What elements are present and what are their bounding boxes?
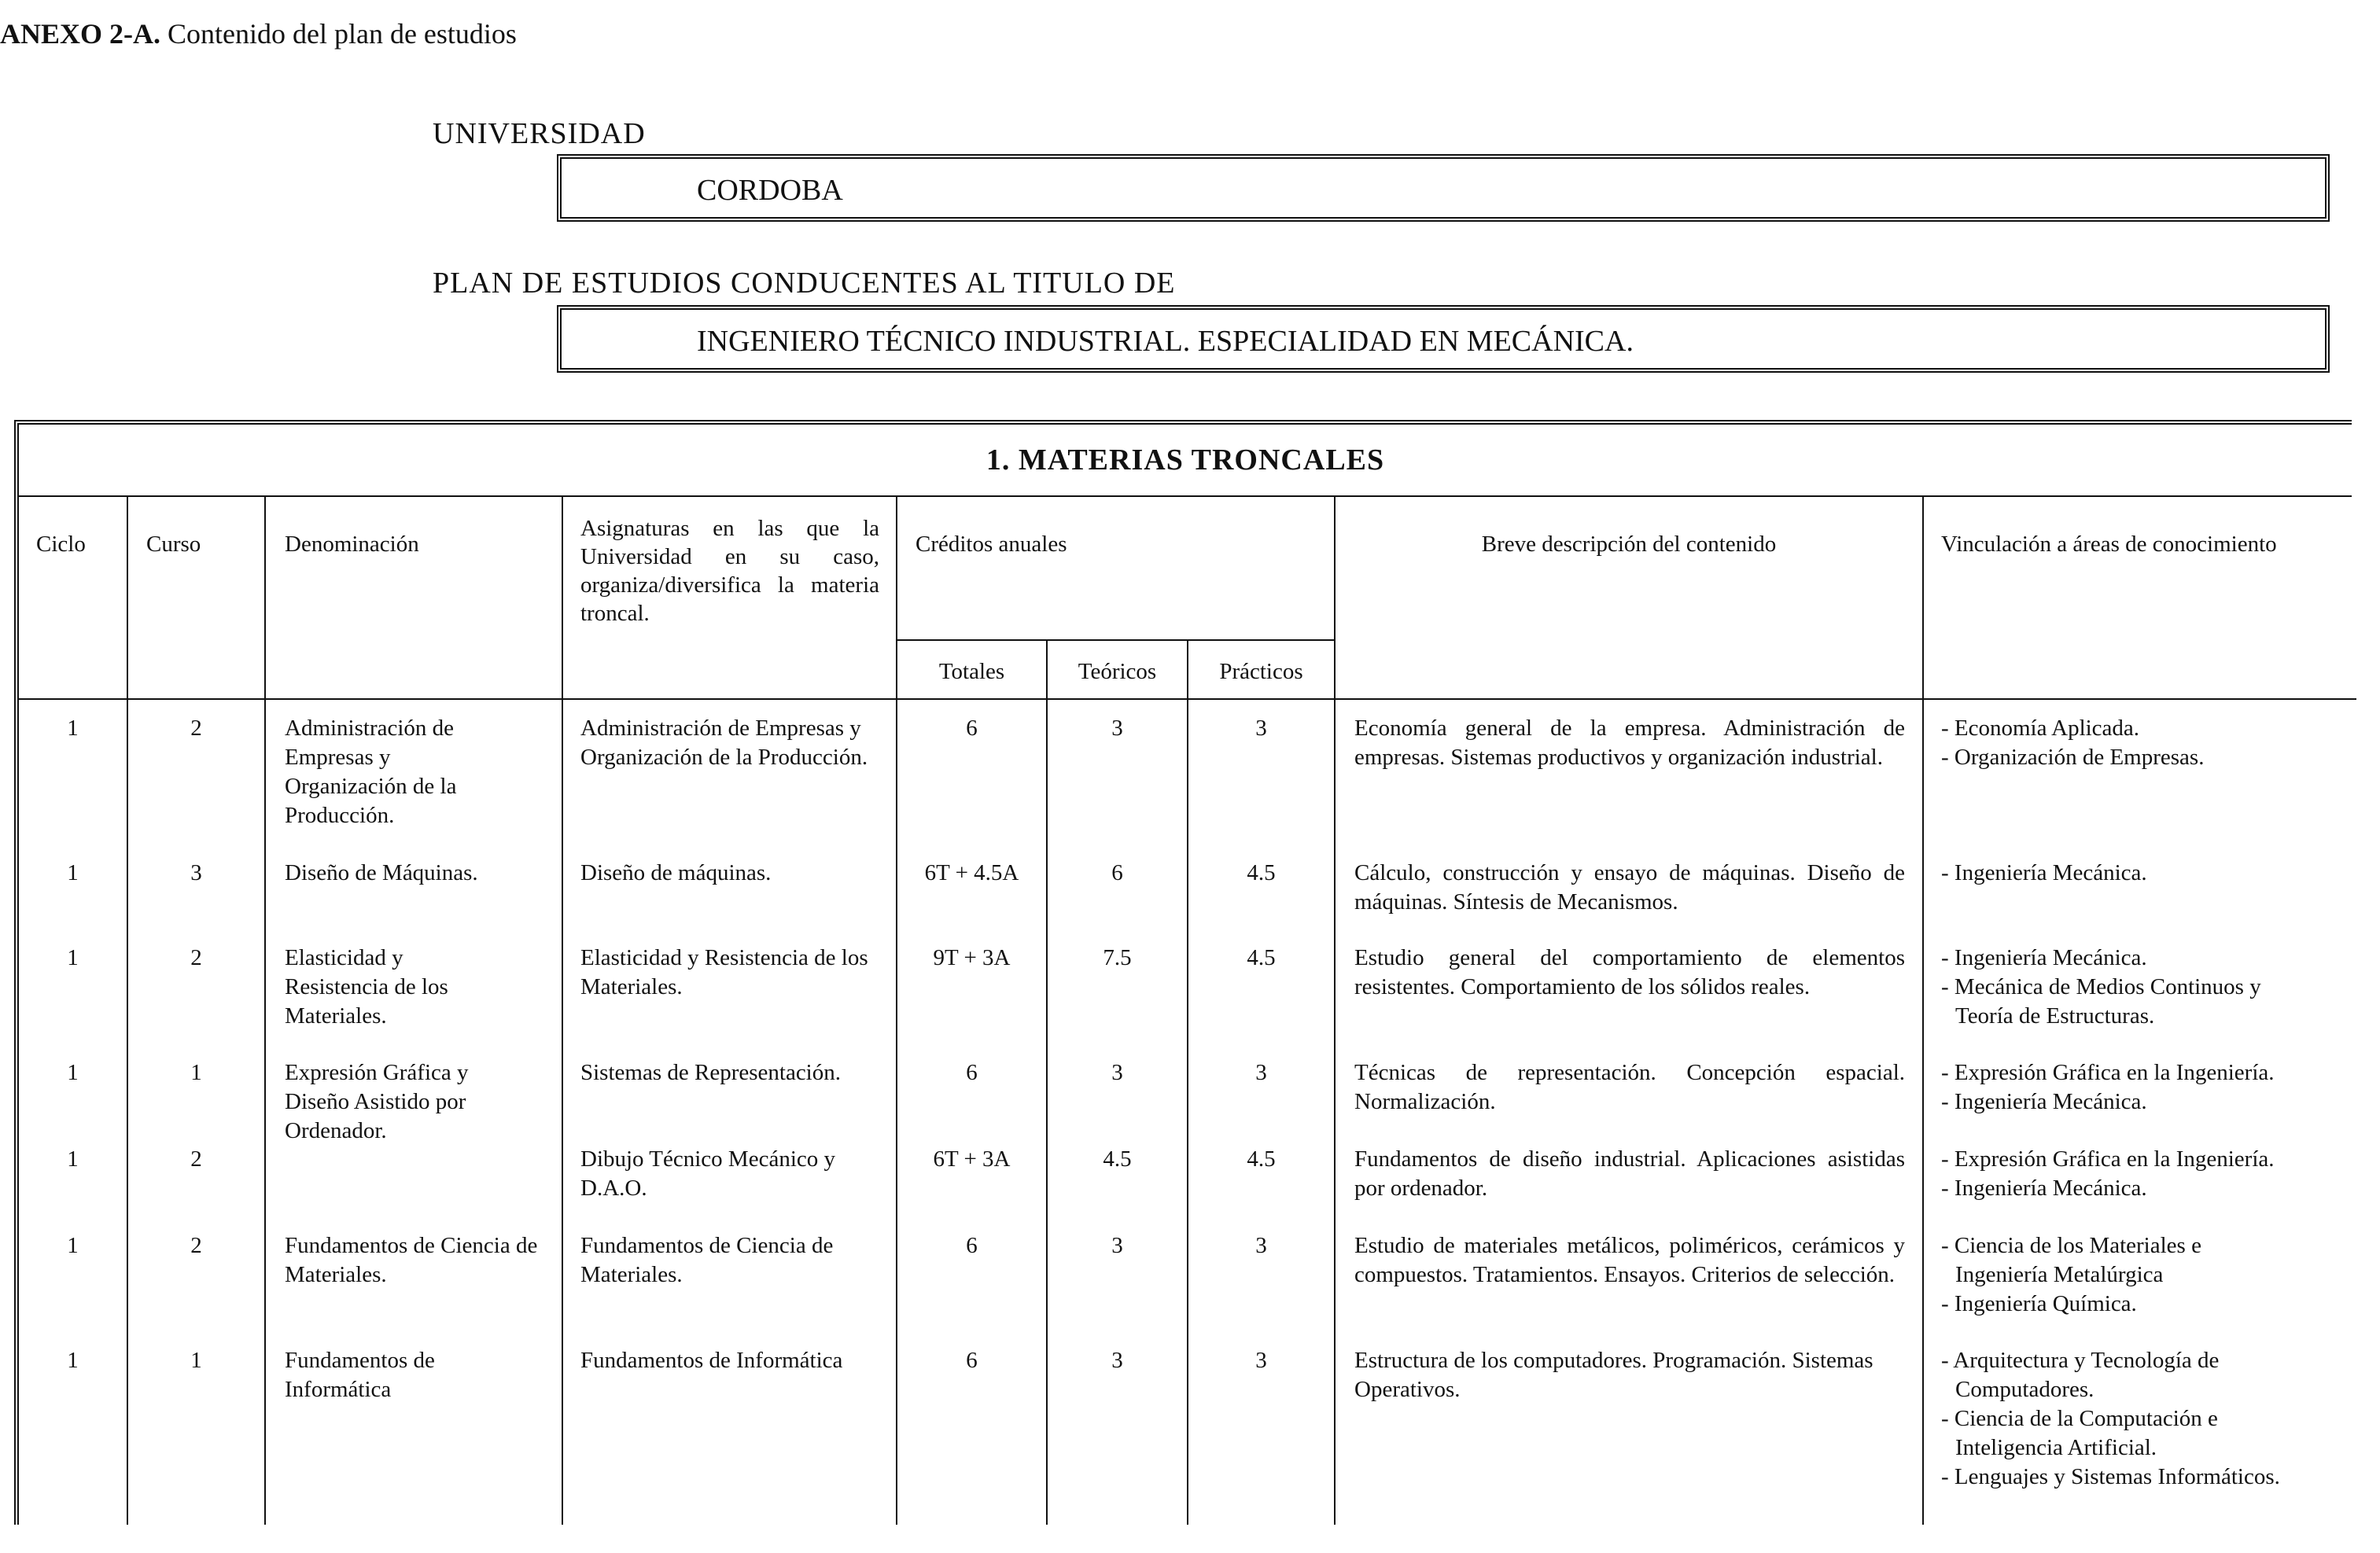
cell-teoricos: 4.5 — [1103, 1146, 1132, 1172]
cell-denominacion: Elasticidad y Resistencia de los Materiales. — [285, 945, 448, 1029]
cell-descripcion: Cálculo, construcción y ensayo de máquinas. Diseño de máquinas. Síntesis de Mecanismos. — [1354, 860, 1905, 915]
area-item: - Expresión Gráfica en la Ingeniería. — [1941, 1146, 2275, 1172]
cell-descripcion: Fundamentos de diseño industrial. Aplicaciones asistidas por ordenador. — [1354, 1146, 1905, 1201]
cell-asignatura: Fundamentos de Informática — [580, 1348, 843, 1373]
header-creditos: Créditos anuales — [916, 532, 1067, 557]
university-value: CORDOBA — [697, 174, 843, 207]
cell-descripcion: Economía general de la empresa. Administración de empresas. Sistemas productivos y organización industrial. — [1354, 716, 1905, 770]
cell-teoricos: 6 — [1111, 860, 1123, 885]
cell-vinculacion — [1941, 1145, 2275, 1203]
cell-vinculacion — [1941, 1231, 2201, 1319]
cell-descripcion: Técnicas de representación. Concepción espacial. Normalización. — [1354, 1060, 1905, 1114]
cell-descripcion: Estructura de los computadores. Programación. Sistemas Operativos. — [1354, 1348, 1873, 1402]
cell-practicos: 3 — [1255, 716, 1267, 741]
area-item: - Organización de Empresas. — [1941, 745, 2205, 770]
area-item: - Ingeniería Mecánica. — [1941, 1176, 2147, 1201]
degree-value: INGENIERO TÉCNICO INDUSTRIAL. ESPECIALIDAD EN MECÁNICA. — [697, 325, 1634, 358]
cell-ciclo: 1 — [67, 1146, 79, 1172]
cell-totales: 9T + 3A — [933, 945, 1011, 970]
cell-curso: 2 — [190, 945, 202, 970]
area-item: Computadores. — [1955, 1377, 2094, 1402]
cell-vinculacion — [1941, 859, 2147, 888]
cell-totales: 6T + 3A — [933, 1146, 1011, 1172]
area-item: - Ciencia de los Materiales e — [1941, 1233, 2201, 1258]
degree-label: PLAN DE ESTUDIOS CONDUCENTES AL TITULO DE — [433, 267, 1176, 300]
area-item: Teoría de Estructuras. — [1955, 1003, 2155, 1029]
area-item: Inteligencia Artificial. — [1955, 1435, 2157, 1460]
cell-ciclo: 1 — [67, 716, 79, 741]
header-practicos: Prácticos — [1219, 659, 1303, 684]
cell-denominacion: Fundamentos de Informática — [285, 1348, 435, 1402]
cell-curso: 1 — [190, 1060, 202, 1085]
cell-totales: 6 — [966, 716, 978, 741]
area-item: - Ciencia de la Computación e — [1941, 1406, 2218, 1431]
cell-curso: 2 — [190, 1233, 202, 1258]
annex-heading — [0, 17, 517, 50]
cell-curso: 2 — [190, 1146, 202, 1172]
col-divider — [1922, 495, 1924, 1525]
cell-curso: 2 — [190, 716, 202, 741]
cell-practicos: 4.5 — [1247, 945, 1276, 970]
header-bottom-divider — [19, 698, 2356, 700]
cell-totales: 6 — [966, 1348, 978, 1373]
cell-asignatura: Administración de Empresas y Organización de la Producción. — [580, 716, 868, 770]
cell-asignatura: Sistemas de Representación. — [580, 1060, 841, 1085]
table-title: 1. MATERIAS TRONCALES — [19, 425, 2352, 497]
header-asignaturas: Asignaturas en las que la Universidad en su caso, organiza/diversifica la materia troncal. — [580, 516, 879, 626]
materias-table — [14, 420, 2352, 1525]
area-item: - Ingeniería Química. — [1941, 1291, 2137, 1316]
area-item: - Mecánica de Medios Continuos y — [1941, 974, 2261, 999]
cell-vinculacion — [1941, 944, 2261, 1031]
annex-label: ANEXO 2-A. — [0, 18, 160, 50]
area-item: - Lenguajes y Sistemas Informáticos. — [1941, 1464, 2280, 1489]
col-divider — [562, 495, 563, 1525]
cell-ciclo: 1 — [67, 1348, 79, 1373]
area-item: - Arquitectura y Tecnología de — [1941, 1348, 2220, 1373]
cell-asignatura: Elasticidad y Resistencia de los Materiales. — [580, 945, 868, 999]
cell-totales: 6 — [966, 1233, 978, 1258]
area-item: - Ingeniería Mecánica. — [1941, 945, 2147, 970]
header-totales: Totales — [938, 659, 1005, 684]
subheader-divider — [896, 639, 1336, 641]
cell-denominacion: Administración de Empresas y Organización de la Producción. — [285, 716, 457, 828]
cell-curso: 3 — [190, 860, 202, 885]
header-denominacion: Denominación — [285, 532, 419, 557]
cell-descripcion: Estudio general del comportamiento de elementos resistentes. Comportamiento de los sólidos reales. — [1354, 945, 1905, 999]
header-descripcion: Breve descripción del contenido — [1481, 532, 1777, 557]
col-divider — [1334, 495, 1336, 1525]
area-item: - Expresión Gráfica en la Ingeniería. — [1941, 1060, 2275, 1085]
cell-ciclo: 1 — [67, 860, 79, 885]
cell-ciclo: 1 — [67, 1233, 79, 1258]
cell-practicos: 4.5 — [1247, 860, 1276, 885]
cell-curso: 1 — [190, 1348, 202, 1373]
cell-practicos: 3 — [1255, 1348, 1267, 1373]
cell-teoricos: 7.5 — [1103, 945, 1132, 970]
university-box — [557, 154, 2330, 222]
cell-teoricos: 3 — [1111, 1233, 1123, 1258]
header-curso: Curso — [146, 532, 201, 557]
area-item: - Ingeniería Mecánica. — [1941, 860, 2147, 885]
cell-teoricos: 3 — [1111, 1348, 1123, 1373]
cell-denominacion: Diseño de Máquinas. — [285, 860, 478, 885]
cell-ciclo: 1 — [67, 945, 79, 970]
cell-asignatura: Diseño de máquinas. — [580, 860, 772, 885]
area-item: - Economía Aplicada. — [1941, 716, 2140, 741]
cell-practicos: 3 — [1255, 1233, 1267, 1258]
col-divider — [264, 495, 266, 1525]
cell-teoricos: 3 — [1111, 716, 1123, 741]
cell-practicos: 3 — [1255, 1060, 1267, 1085]
cell-vinculacion — [1941, 1346, 2280, 1492]
university-label: UNIVERSIDAD — [433, 117, 646, 150]
cell-asignatura: Fundamentos de Ciencia de Materiales. — [580, 1233, 834, 1287]
cell-vinculacion — [1941, 714, 2204, 772]
cell-vinculacion — [1941, 1058, 2275, 1117]
cell-ciclo: 1 — [67, 1060, 79, 1085]
cell-asignatura: Dibujo Técnico Mecánico y D.A.O. — [580, 1146, 835, 1201]
annex-title: Contenido del plan de estudios — [168, 18, 517, 50]
cell-denominacion: Expresión Gráfica y Diseño Asistido por Ordenador. — [285, 1060, 469, 1143]
cell-practicos: 4.5 — [1247, 1146, 1276, 1172]
cell-totales: 6T + 4.5A — [924, 860, 1019, 885]
area-item: - Ingeniería Mecánica. — [1941, 1089, 2147, 1114]
header-ciclo: Ciclo — [36, 532, 86, 557]
header-vinculacion: Vinculación a áreas de conocimiento — [1941, 532, 2277, 557]
area-item: Ingeniería Metalúrgica — [1955, 1262, 2164, 1287]
header-teoricos: Teóricos — [1078, 659, 1157, 684]
cell-descripcion: Estudio de materiales metálicos, poliméricos, cerámicos y compuestos. Tratamientos. Ensayos. Criterios de selección. — [1354, 1233, 1905, 1287]
cell-teoricos: 3 — [1111, 1060, 1123, 1085]
cell-denominacion: Fundamentos de Ciencia de Materiales. — [285, 1233, 538, 1287]
degree-box — [557, 305, 2330, 373]
cell-totales: 6 — [966, 1060, 978, 1085]
